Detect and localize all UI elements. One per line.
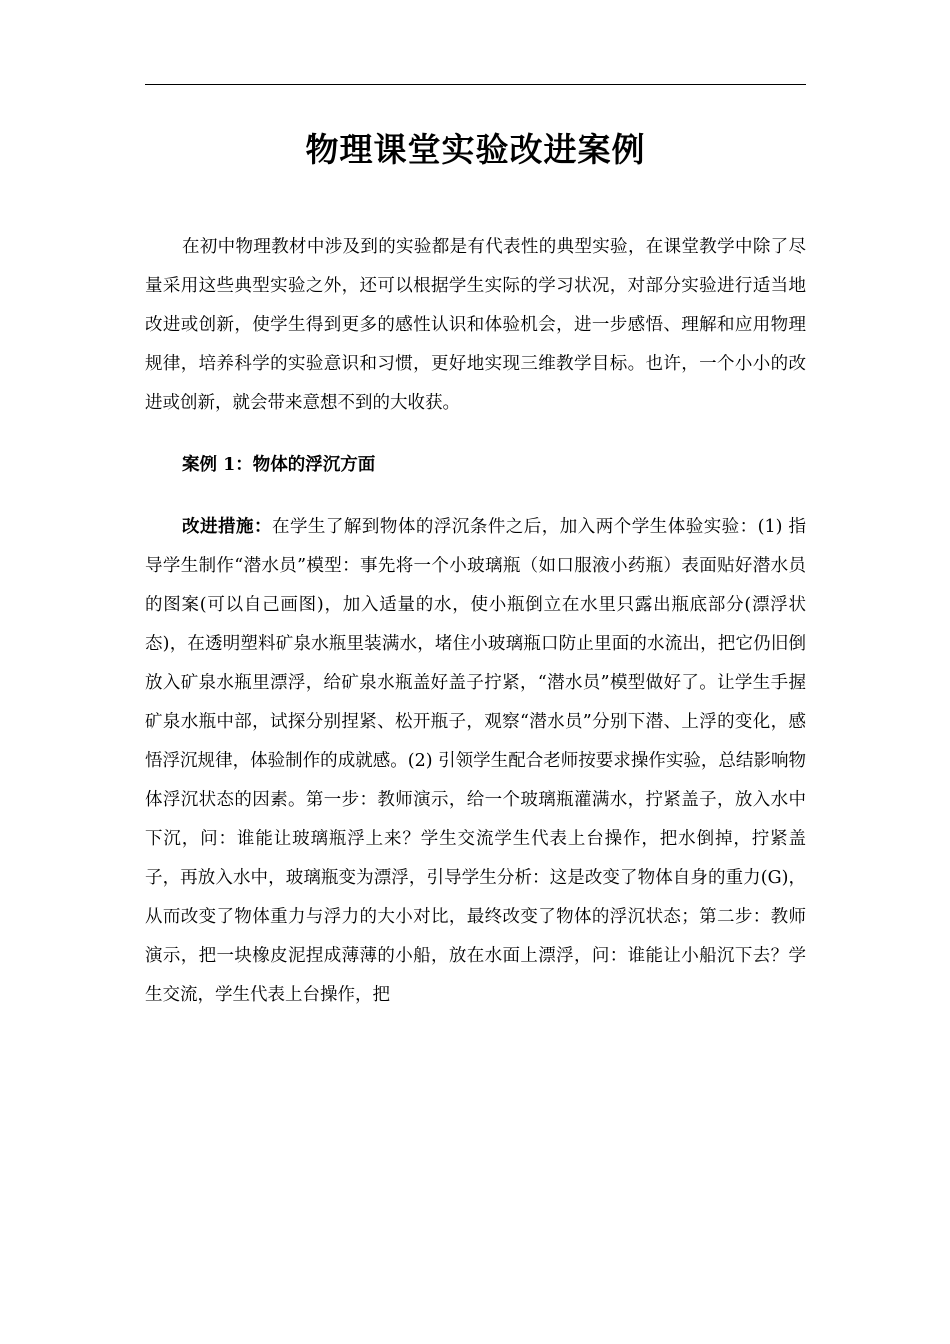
intro-paragraph: 在初中物理教材中涉及到的实验都是有代表性的典型实验，在课堂教学中除了尽量采用这些典型实验之外，还可以根据学生实际的学习状况，对部分实验进行适当地改进或创新，使学生得到更多的感性认识和体验机会，进一步感悟、理解和应用物理规律，培养科学的实验意识和习惯，更好地实现三维教学目标。也许，一个小小的改进或创新，就会带来意想不到的大收获。 xyxy=(145,237,806,413)
case-paragraph xyxy=(145,508,806,1015)
document-body xyxy=(145,228,806,1015)
case-heading: 案例 1：物体的浮沉方面 xyxy=(182,455,376,475)
case-body-text: 在学生了解到物体的浮沉条件之后，加入两个学生体验实验：(1) 指导学生制作“潜水员”模型：事先将一个小玻璃瓶（如口服液小药瓶）表面贴好潜水员的图案(可以自己画图)，加入适量的水，使小瓶倒立在水里只露出瓶底部分(漂浮状态)，在透明塑料矿泉水瓶里装满水，堵住小玻璃瓶口防止里面的水流出，把它仍旧倒放入矿泉水瓶里漂浮，给矿泉水瓶盖好盖子拧紧，“潜水员”模型做好了。让学生手握矿泉水瓶中部，试探分别捏紧、松开瓶子，观察“潜水员”分别下潜、上浮的变化，感悟浮沉规律，体验制作的成就感。(2) 引领学生配合老师按要求操作实验，总结影响物体浮沉状态的因素。第一步：教师演示，给一个玻璃瓶灌满水，拧紧盖子，放入水中下沉，问：谁能让玻璃瓶浮上来？学生交流学生代表上台操作，把水倒掉，拧紧盖子，再放入水中，玻璃瓶变为漂浮，引导学生分析：这是改变了物体自身的重力(G)，从而改变了物体重力与浮力的大小对比，最终改变了物体的浮沉状态；第二步：教师演示，把一块橡皮泥捏成薄薄的小船，放在水面上漂浮，问：谁能让小船沉下去？学生交流，学生代表上台操作，把 xyxy=(145,517,806,1005)
paragraph-gap xyxy=(145,485,806,508)
paragraph-gap xyxy=(145,423,806,446)
case-lead-label: 改进措施： xyxy=(182,517,272,537)
header-rule xyxy=(145,84,806,85)
document-title: 物理课堂实验改进案例 xyxy=(305,130,646,169)
